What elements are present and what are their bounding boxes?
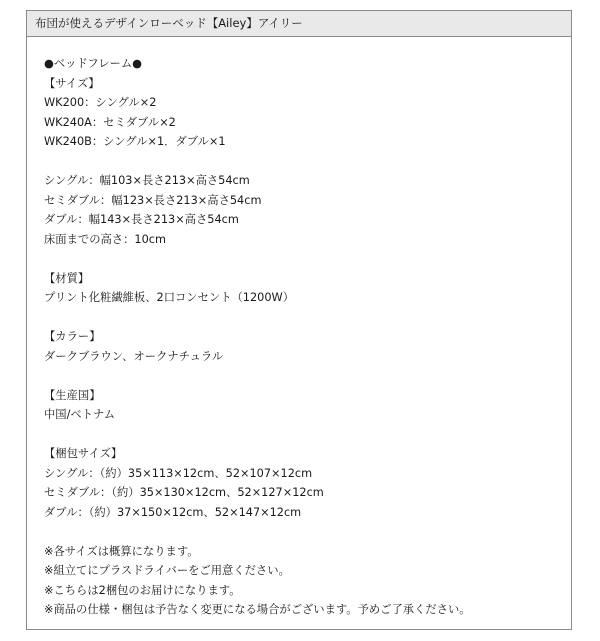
frame-size-group — [44, 54, 571, 152]
double-package-line: ダブル：（約）37×150×12cm、52×147×12cm — [44, 505, 302, 519]
size-heading: 【サイズ】 — [44, 76, 100, 90]
frame-heading: ●ベッドフレーム● — [44, 57, 143, 70]
note-line: ※組立てにプラスドライバーをご用意ください。 — [44, 564, 290, 577]
product-title: 布団が使えるデザインローベッド【Ailey】アイリー — [35, 16, 303, 30]
color-heading: 【カラー】 — [44, 330, 101, 343]
note-line: ※こちらは2梱包のお届けになります。 — [44, 583, 241, 597]
origin-line: 中国/ベトナム — [44, 408, 116, 421]
origin-heading: 【生産国】 — [44, 388, 101, 402]
single-package-line: シングル：（約）35×113×12cm、52×107×12cm — [44, 466, 313, 480]
origin-group — [44, 386, 571, 425]
package-heading: 【梱包サイズ】 — [44, 447, 123, 460]
color-group — [44, 327, 571, 366]
model-wk240a-line: WK240A：セミダブル×2 — [44, 115, 176, 129]
notes-group — [44, 542, 571, 620]
color-line: ダークブラウン、オークナチュラル — [44, 349, 224, 363]
product-title-header — [27, 11, 571, 37]
floor-height-line: 床面までの高さ：10cm — [44, 232, 166, 246]
model-wk200-line: WK200：シングル×2 — [44, 96, 157, 109]
model-wk240b-line: WK240B：シングル×1．ダブル×1 — [44, 135, 226, 148]
note-line: ※商品の仕様・梱包は予告なく変更になる場合がございます。予めご了承ください。 — [44, 603, 471, 616]
dimensions-group — [44, 171, 571, 249]
single-dimensions-line: シングル：幅103×長さ213×高さ54cm — [44, 174, 250, 187]
product-spec-box — [26, 10, 572, 630]
material-line: プリント化粧繊維板、2口コンセント（1200W） — [44, 291, 295, 304]
semi-double-package-line: セミダブル：（約）35×130×12cm、52×127×12cm — [44, 486, 324, 499]
semi-double-dimensions-line: セミダブル：幅123×長さ213×高さ54cm — [44, 193, 262, 207]
package-size-group — [44, 444, 571, 522]
note-line: ※各サイズは概算になります。 — [44, 544, 199, 558]
material-group — [44, 269, 571, 308]
spec-body — [27, 37, 571, 620]
double-dimensions-line: ダブル：幅143×長さ213×高さ54cm — [44, 213, 239, 226]
material-heading: 【材質】 — [44, 271, 90, 285]
